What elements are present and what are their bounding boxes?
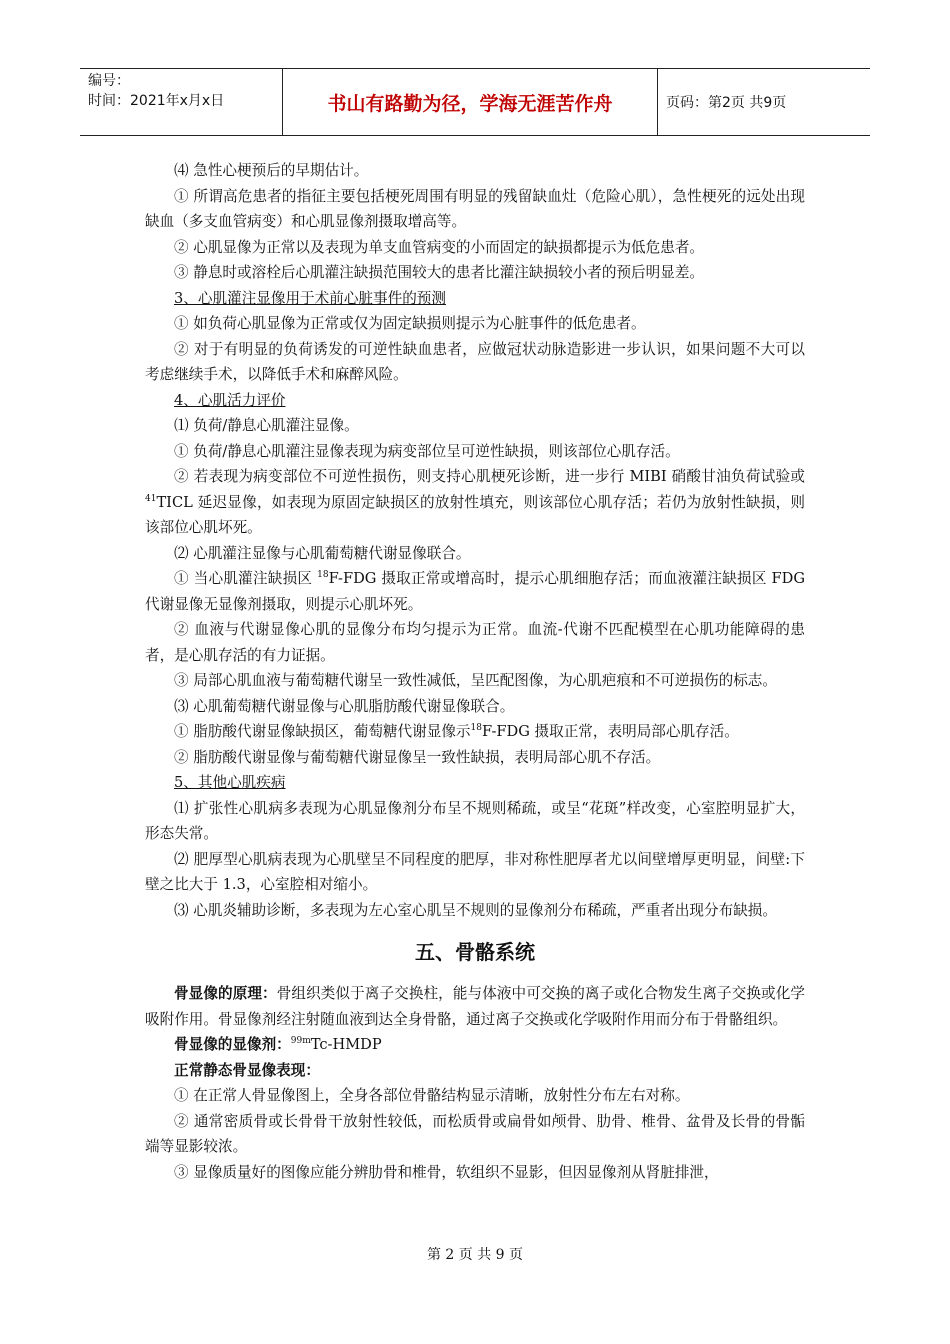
text-run: ② 若表现为病变部位不可逆性损伤，则支持心肌梗死诊断，进一步行 MIBI 硝酸甘油负荷试验或 <box>174 468 805 485</box>
paragraph: ⑴ 扩张性心肌病多表现为心肌显像剂分布呈不规则稀疏，或呈“花斑”样改变，心室腔明显扩大，形态失常。 <box>145 799 805 842</box>
header-page-label: 页码：第2页 共9页 <box>666 95 787 111</box>
text-run: TICL 延迟显像，如表现为原固定缺损区的放射性填充，则该部位心肌存活；若仍为放射性缺损，则该部位心肌坏死。 <box>145 493 805 536</box>
bold-heading: 正常静态骨显像表现： <box>174 1061 320 1079</box>
bold-label: 骨显像的原理： <box>174 985 277 1002</box>
paragraph: ② 通常密质骨或长骨骨干放射性较低，而松质骨或扁骨如颅骨、肋骨、椎骨、盆骨及长骨的骨骺端等显影较浓。 <box>145 1112 805 1155</box>
text-run: Tc-HMDP <box>310 1036 382 1053</box>
number-label: 编号： <box>88 73 130 89</box>
subheading: 5、其他心肌疾病 <box>174 774 286 791</box>
paragraph: ① 所谓高危患者的指征主要包括梗死周围有明显的残留缺血灶（危险心肌），急性梗死的远处出现缺血（多支血管病变）和心肌显像剂摄取增高等。 <box>145 187 805 230</box>
superscript: 99m <box>290 1036 311 1047</box>
document-body <box>145 158 805 1185</box>
paragraph: ⑷ 急性心梗预后的早期估计。 <box>174 162 369 179</box>
paragraph: ① 负荷/静息心肌灌注显像表现为病变部位呈可逆性缺损，则该部位心肌存活。 <box>174 442 680 460</box>
paragraph <box>145 1032 805 1058</box>
page-footer: 第 2 页 共 9 页 <box>426 1247 524 1263</box>
paragraph: ⑵ 心肌灌注显像与心肌葡萄糖代谢显像联合。 <box>174 544 471 562</box>
paragraph <box>145 464 805 541</box>
section-title: 五、骨骼系统 <box>415 940 535 964</box>
paragraph: ③ 静息时或溶栓后心肌灌注缺损范围较大的患者比灌注缺损较小者的预后明显差。 <box>174 264 705 281</box>
paragraph: ② 脂肪酸代谢显像与葡萄糖代谢显像呈一致性缺损，表明局部心肌不存活。 <box>174 748 661 766</box>
paragraph: ① 如负荷心肌显像为正常或仅为固定缺损则提示为心脏事件的低危患者。 <box>174 315 646 332</box>
superscript: 41 <box>145 493 157 504</box>
paragraph: ③ 局部心肌血液与葡萄糖代谢呈一致性减低，呈匹配图像，为心肌疤痕和不可逆损伤的标志。 <box>174 672 777 689</box>
paragraph: ⑵ 肥厚型心肌病表现为心肌壁呈不同程度的肥厚，非对称性肥厚者尤以间壁增厚更明显，间壁:下壁之比大于 1.3，心室腔相对缩小。 <box>145 850 805 893</box>
paragraph <box>145 719 805 745</box>
text-run: 骨组织类似于离子交换柱，能与体液中可交换的离子或化合物发生离子交换或化学吸附作用。骨显像剂经注射随血液到达全身骨骼，通过离子交换或化学吸附作用而分布于骨骼组织。 <box>145 985 805 1028</box>
subheading: 3、心肌灌注显像用于术前心脏事件的预测 <box>174 289 446 307</box>
header-motto: 书山有路勤为径，学海无涯苦作舟 <box>283 69 658 135</box>
paragraph: ⑶ 心肌葡萄糖代谢显像与心肌脂肪酸代谢显像联合。 <box>174 697 515 715</box>
superscript: 18 <box>470 723 482 734</box>
date-label: 时间：2021年x月x日 <box>88 93 225 109</box>
header-meta <box>80 69 283 135</box>
paragraph: ② 血液与代谢显像心肌的显像分布均匀提示为正常。血流-代谢不匹配模型在心肌功能障碍的患者，是心肌存活的有力证据。 <box>145 621 805 664</box>
paragraph <box>145 981 805 1032</box>
paragraph: ⑶ 心肌炎辅助诊断，多表现为左心室心肌呈不规则的显像剂分布稀疏，严重者出现分布缺损。 <box>174 901 777 919</box>
bold-label: 骨显像的显像剂： <box>174 1036 291 1053</box>
paragraph: ⑴ 负荷/静息心肌灌注显像。 <box>174 417 359 434</box>
paragraph: ① 在正常人骨显像图上，全身各部位骨骼结构显示清晰，放射性分布左右对称。 <box>174 1087 690 1104</box>
page-header <box>80 68 870 136</box>
paragraph: ② 对于有明显的负荷诱发的可逆性缺血患者，应做冠状动脉造影进一步认识，如果问题不大可以考虑继续手术，以降低手术和麻醉风险。 <box>145 340 805 383</box>
paragraph: ③ 显像质量好的图像应能分辨肋骨和椎骨，软组织不显影，但因显像剂从肾脏排泄， <box>174 1163 719 1181</box>
text-run: ① 当心肌灌注缺损区 <box>174 570 313 587</box>
paragraph: ② 心肌显像为正常以及表现为单支血管病变的小而固定的缺损都提示为低危患者。 <box>174 238 705 256</box>
text-run: F-FDG 摄取正常，表明局部心肌存活。 <box>481 723 739 740</box>
text-run: ① 脂肪酸代谢显像缺损区，葡萄糖代谢显像示 <box>174 723 471 740</box>
superscript: 18 <box>317 570 329 581</box>
paragraph <box>145 566 805 617</box>
text-run: F-FDG 摄取正常或增高时，提示心肌细胞存活；而血液灌注缺损区 FDG 代谢显像无显像剂摄取，则提示心肌坏死。 <box>145 570 806 613</box>
subheading: 4、心肌活力评价 <box>174 391 286 409</box>
